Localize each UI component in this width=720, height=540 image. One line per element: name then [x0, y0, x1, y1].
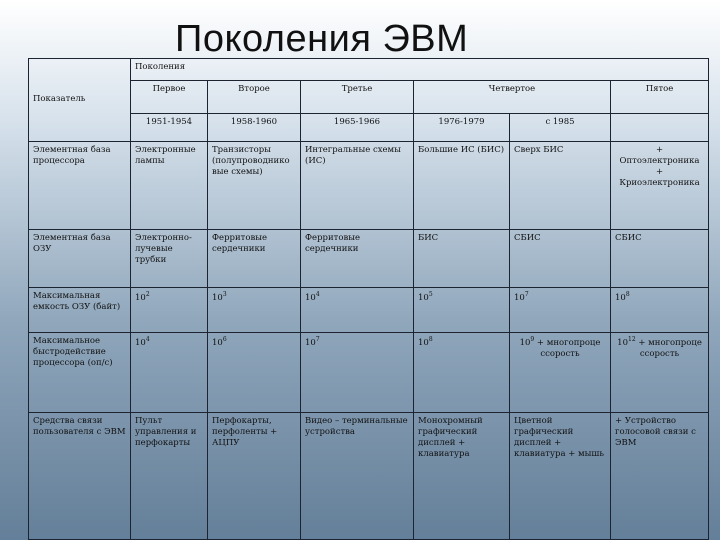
table-cell — [611, 288, 709, 333]
indicator-header: Показатель — [33, 94, 86, 105]
table-cell — [301, 288, 414, 333]
power-exponent: 7 — [524, 291, 529, 298]
table-cell: Видео – терминальные устройства — [301, 413, 414, 540]
header-row-generations-label — [29, 59, 709, 81]
row-label: Средства связи пользователя с ЭВМ — [29, 413, 131, 540]
table-cell: Пульт управления и перфокарты — [131, 413, 208, 540]
power-base: 10 — [135, 292, 146, 303]
power-base: 10 — [212, 292, 223, 303]
row-label: Элементная база процессора — [29, 142, 131, 230]
power-base: 10 — [519, 337, 531, 348]
power-exponent: 5 — [428, 291, 433, 298]
power-exponent: 6 — [222, 336, 227, 343]
generation-header: Третье — [301, 81, 414, 114]
cell-tail: + многопроце ссорость — [638, 337, 702, 359]
header-row-periods — [29, 114, 709, 142]
table-cell: Электронно-лучевые трубки — [131, 230, 208, 288]
period-header: 1976-1979 — [414, 114, 510, 142]
power-exponent: 4 — [145, 336, 150, 343]
row-label: Максимальное быстродействие процессора (оп/с) — [29, 333, 131, 413]
table-row — [29, 230, 709, 288]
power-base: 10 — [212, 337, 223, 348]
table-cell: Перфокарты, перфоленты + АЦПУ — [208, 413, 301, 540]
power-exponent: 8 — [625, 291, 630, 298]
table-cell — [131, 333, 208, 413]
indicator-header-cell — [29, 59, 131, 142]
table-cell: Цветной графический дисплей + клавиатура + мышь — [510, 413, 611, 540]
power-base: 10 — [305, 337, 316, 348]
generation-header: Второе — [208, 81, 301, 114]
power-base: 10 — [135, 337, 146, 348]
table-cell — [510, 333, 611, 413]
table-row — [29, 288, 709, 333]
table-cell: Ферритовые сердечники — [208, 230, 301, 288]
table-cell: + Устройство голосовой связи с ЭВМ — [611, 413, 709, 540]
power-exponent: 9 — [530, 336, 535, 343]
power-base: 10 — [305, 292, 316, 303]
table-cell: СБИС — [510, 230, 611, 288]
table-row — [29, 142, 709, 230]
period-header: 1965-1966 — [301, 114, 414, 142]
table-cell — [131, 288, 208, 333]
table-cell: Ферритовые сердечники — [301, 230, 414, 288]
table-cell: Транзисторы (полупроводнико вые схемы) — [208, 142, 301, 230]
table-row — [29, 333, 709, 413]
table-cell: + Оптоэлектроника + Криоэлектроника — [611, 142, 709, 230]
table-cell: БИС — [414, 230, 510, 288]
table-cell — [510, 288, 611, 333]
table-cell — [611, 333, 709, 413]
slide-title: Поколения ЭВМ — [175, 18, 469, 60]
power-base: 10 — [514, 292, 525, 303]
empty-period-cell — [611, 114, 709, 142]
table-cell — [414, 288, 510, 333]
period-header: 1958-1960 — [208, 114, 301, 142]
power-exponent: 7 — [315, 336, 320, 343]
table-cell: Электронные лампы — [131, 142, 208, 230]
power-base: 10 — [615, 292, 626, 303]
generations-header: Поколения — [135, 62, 186, 72]
generation-header: Четвертое — [414, 81, 611, 114]
power-base: 10 — [418, 292, 429, 303]
table-cell: Большие ИС (БИС) — [414, 142, 510, 230]
table-cell: СБИС — [611, 230, 709, 288]
power-base: 10 — [418, 337, 429, 348]
table-cell: Сверх БИС — [510, 142, 611, 230]
period-header: с 1985 — [510, 114, 611, 142]
generation-header: Первое — [131, 81, 208, 114]
header-row-generations — [29, 81, 709, 114]
generations-table — [28, 58, 709, 540]
power-exponent: 3 — [222, 291, 227, 298]
table-cell: Интегральные схемы (ИС) — [301, 142, 414, 230]
table-cell — [208, 288, 301, 333]
table-cell — [301, 333, 414, 413]
period-header: 1951-1954 — [131, 114, 208, 142]
power-exponent: 8 — [428, 336, 433, 343]
table-cell — [208, 333, 301, 413]
generation-header: Пятое — [611, 81, 709, 114]
table-row — [29, 413, 709, 540]
power-base: 10 — [617, 337, 628, 348]
power-exponent: 12 — [628, 336, 636, 343]
table-cell: Монохромный графический дисплей + клавиатура — [414, 413, 510, 540]
cell-tail: + многопроце ссорость — [536, 337, 601, 359]
row-label: Максимальная емкость ОЗУ (байт) — [29, 288, 131, 333]
generations-header-cell — [131, 59, 709, 81]
row-label: Элементная база ОЗУ — [29, 230, 131, 288]
power-exponent: 4 — [315, 291, 320, 298]
table-cell — [414, 333, 510, 413]
power-exponent: 2 — [145, 291, 150, 298]
